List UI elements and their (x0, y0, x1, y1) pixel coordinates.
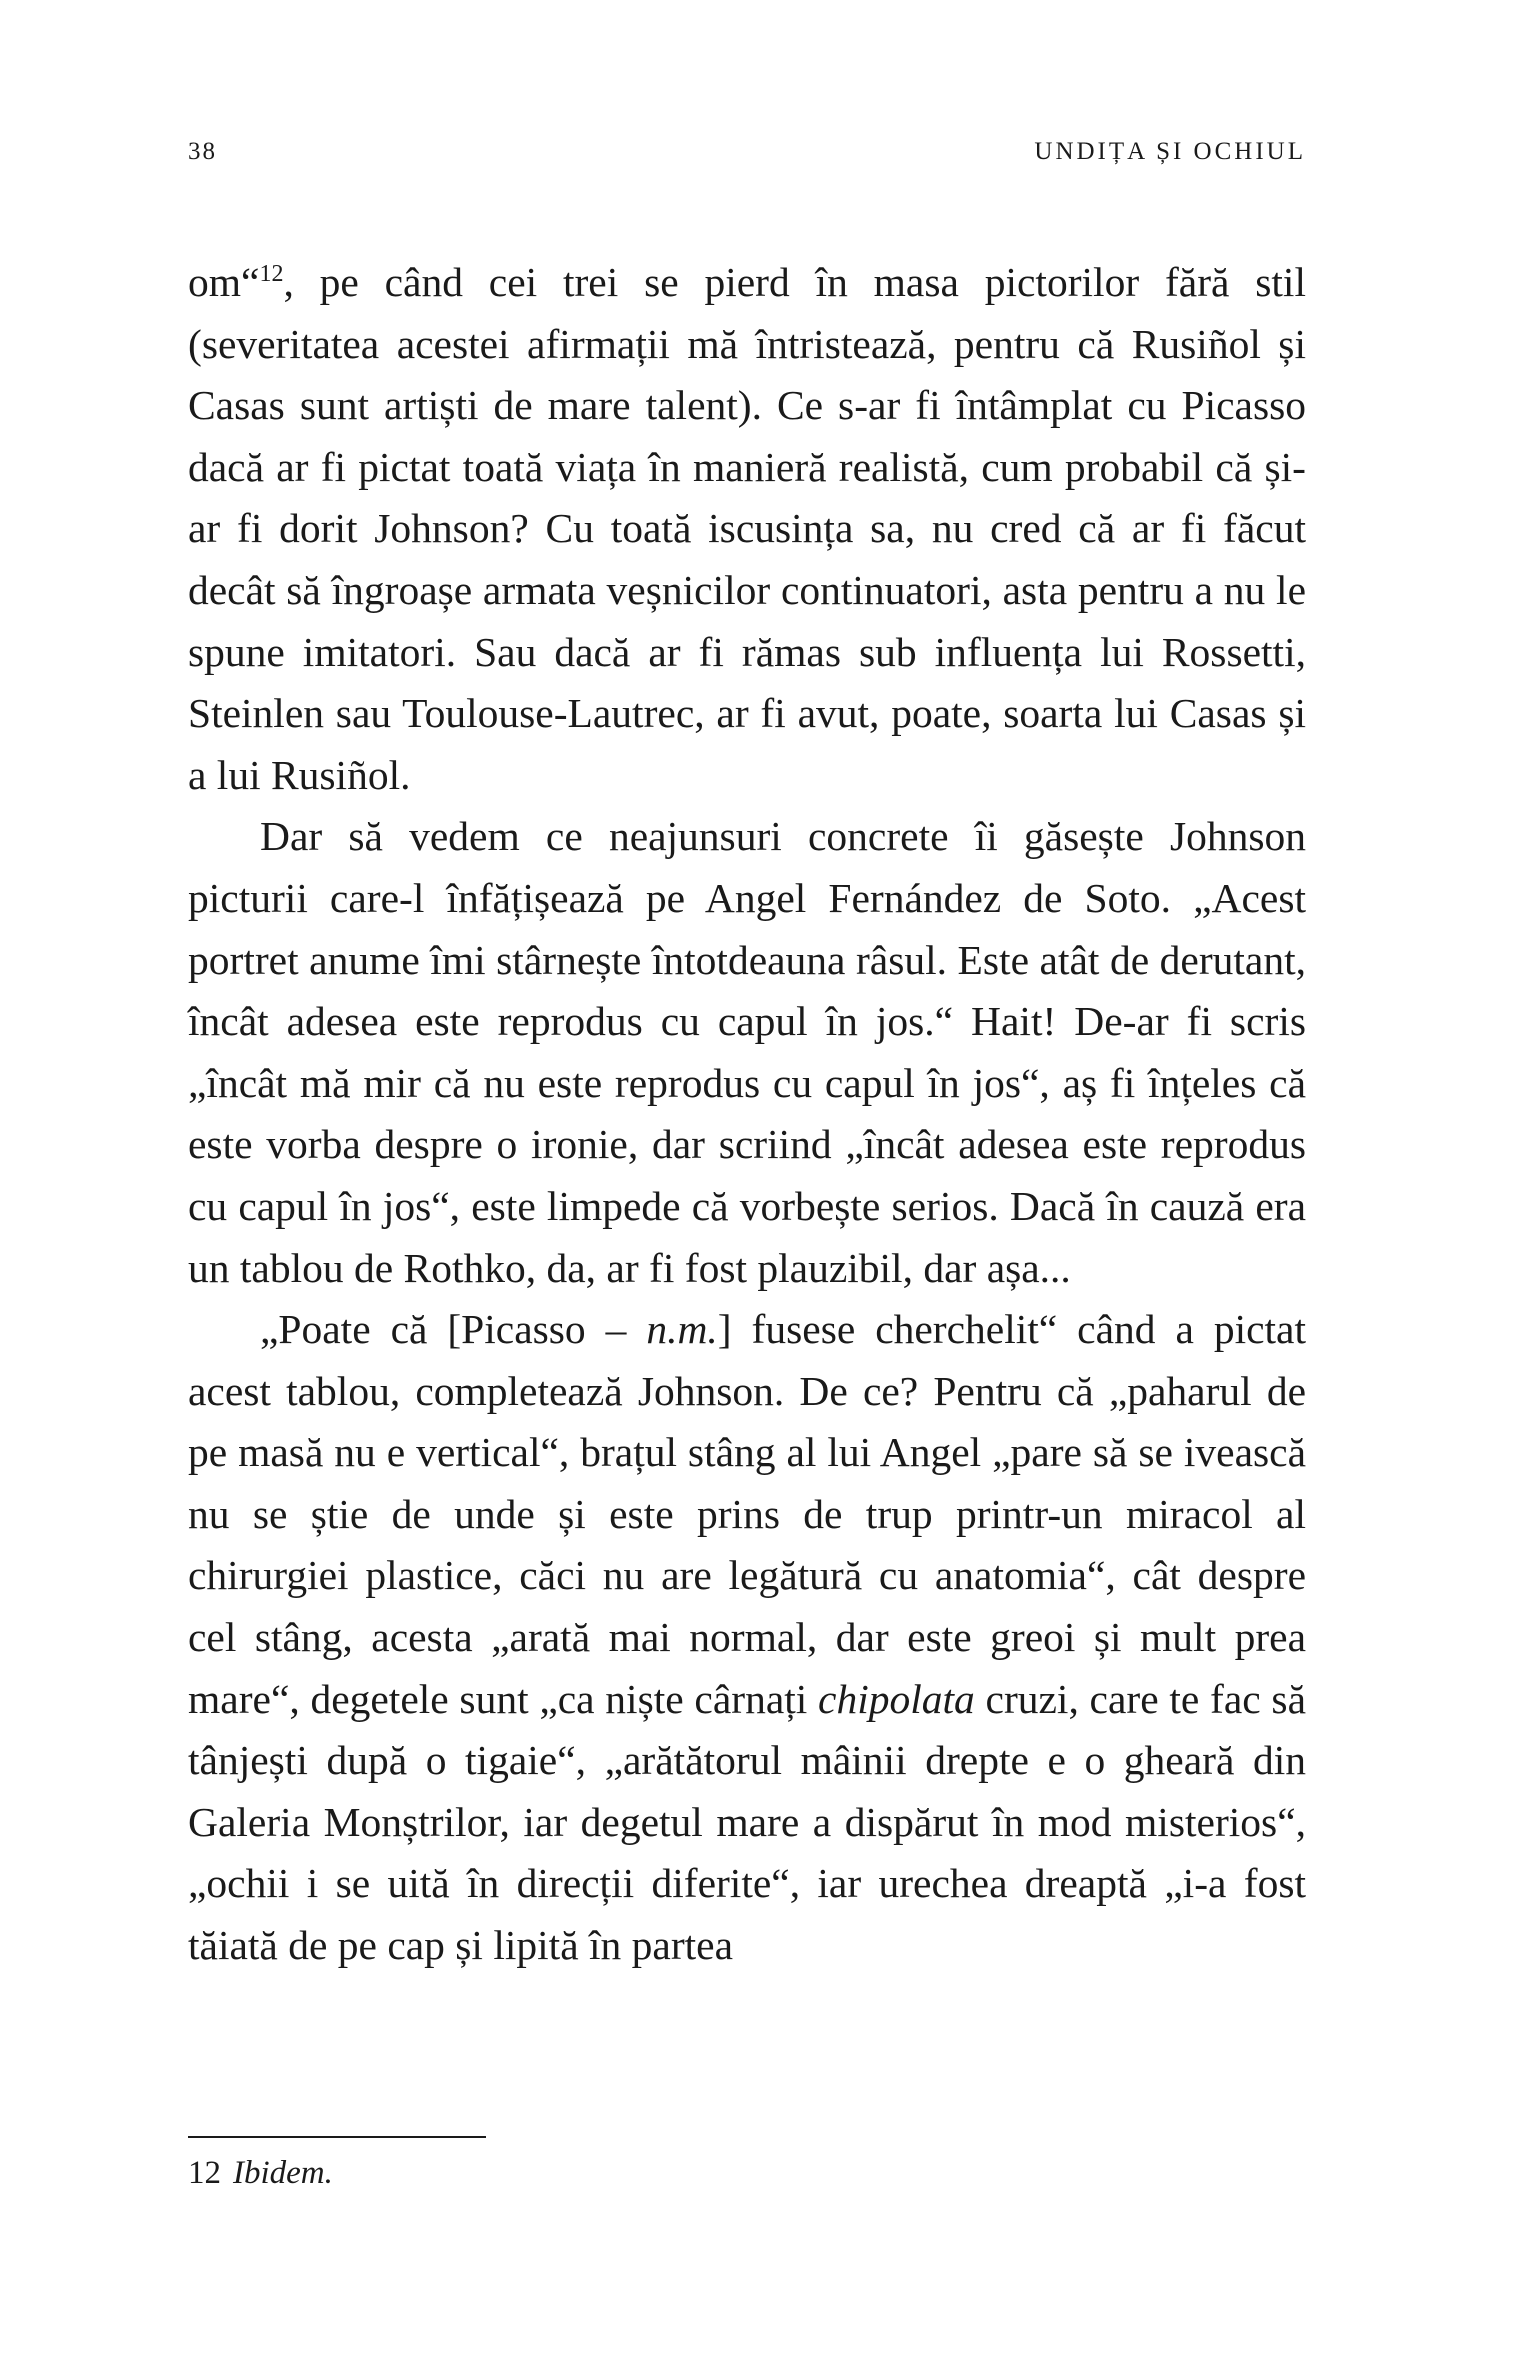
page-number: 38 (188, 138, 217, 165)
running-head (188, 138, 1306, 178)
paragraph-3-emphasis-nm: n.m. (646, 1306, 718, 1353)
paragraph-3-part-a: „Poate că [Picasso – (260, 1306, 647, 1353)
paragraph-3-part-c: cruzi, care te fac să tânjești după o tigaie“, „arătătorul mâinii drepte e o gheară din Galeria Monștrilor, iar degetul mare a dispărut în mod misterios“, „ochii i se uită în direcții diferite“, iar urechea dreaptă „i-a fost tăiată de pe cap și lipită în partea (188, 1675, 1306, 1969)
paragraph-3-emphasis-chipolata: chipolata (818, 1675, 975, 1722)
book-title: UNDIȚA ȘI OCHIUL (1034, 138, 1306, 165)
paragraph-2: Dar să vedem ce neajunsuri concrete îi găsește Johnson picturii care-l înfățișează pe Angel Fernández de Soto. „Acest portret anume îmi stârnește întotdeauna râsul. Este atât de derutant, încât adesea este reprodus cu capul în jos.“ Hait! De-ar fi scris „încât mă mir că nu este reprodus cu capul în jos“, aș fi înțeles că este vorba despre o ironie, dar scriind „încât adesea este reprodus cu capul în jos“, este limpede că vorbește serios. Dacă în cauză era un tablou de Rothko, da, ar fi fost plauzibil, dar așa... (188, 813, 1306, 1291)
paragraph-3-part-b: ] fusese cherchelit“ când a pictat acest tablou, completează Johnson. De ce? Pentru că „paharul de pe masă nu e vertical“, brațul stâng al lui Angel „pare să se ivească nu se știe de unde și este prins de trup printr-un miracol al chirurgiei plastice, căci nu are legătură cu anatomia“, cât despre cel stâng, acesta „arată mai normal, dar este greoi și mult prea mare“, degetele sunt „ca niște cârnați (188, 1306, 1306, 1722)
paragraph-3 (188, 1299, 1306, 1977)
footnote (188, 2148, 1306, 2198)
paragraph-1 (188, 252, 1306, 806)
paragraph-1-lead: om“ (188, 259, 260, 305)
footnote-reference[interactable]: 12 (259, 261, 284, 287)
footnote-number: 12 (188, 2155, 221, 2191)
paragraph-1-text: , pe când cei trei se pierd în masa pictorilor fără stil (severitatea acestei afirmații mă întristează, pentru că Rusiñol și Casas sunt artiști de mare talent). Ce s-ar fi întâmplat cu Picasso dacă ar fi pictat toată viața în manieră realistă, cum probabil că și-ar fi dorit Johnson? Cu toată iscusința sa, nu cred că ar fi făcut decât să îngroașe armata veșnicilor continuatori, asta pentru a nu le spune imitatori. Sau dacă ar fi rămas sub influența lui Rossetti, Steinlen sau Toulouse-Lautrec, ar fi avut, poate, soarta lui Casas și a lui Rusiñol. (188, 259, 1306, 798)
footnote-text: Ibidem. (233, 2155, 333, 2191)
body-text (188, 252, 1306, 1977)
footnote-divider (188, 2136, 486, 2138)
